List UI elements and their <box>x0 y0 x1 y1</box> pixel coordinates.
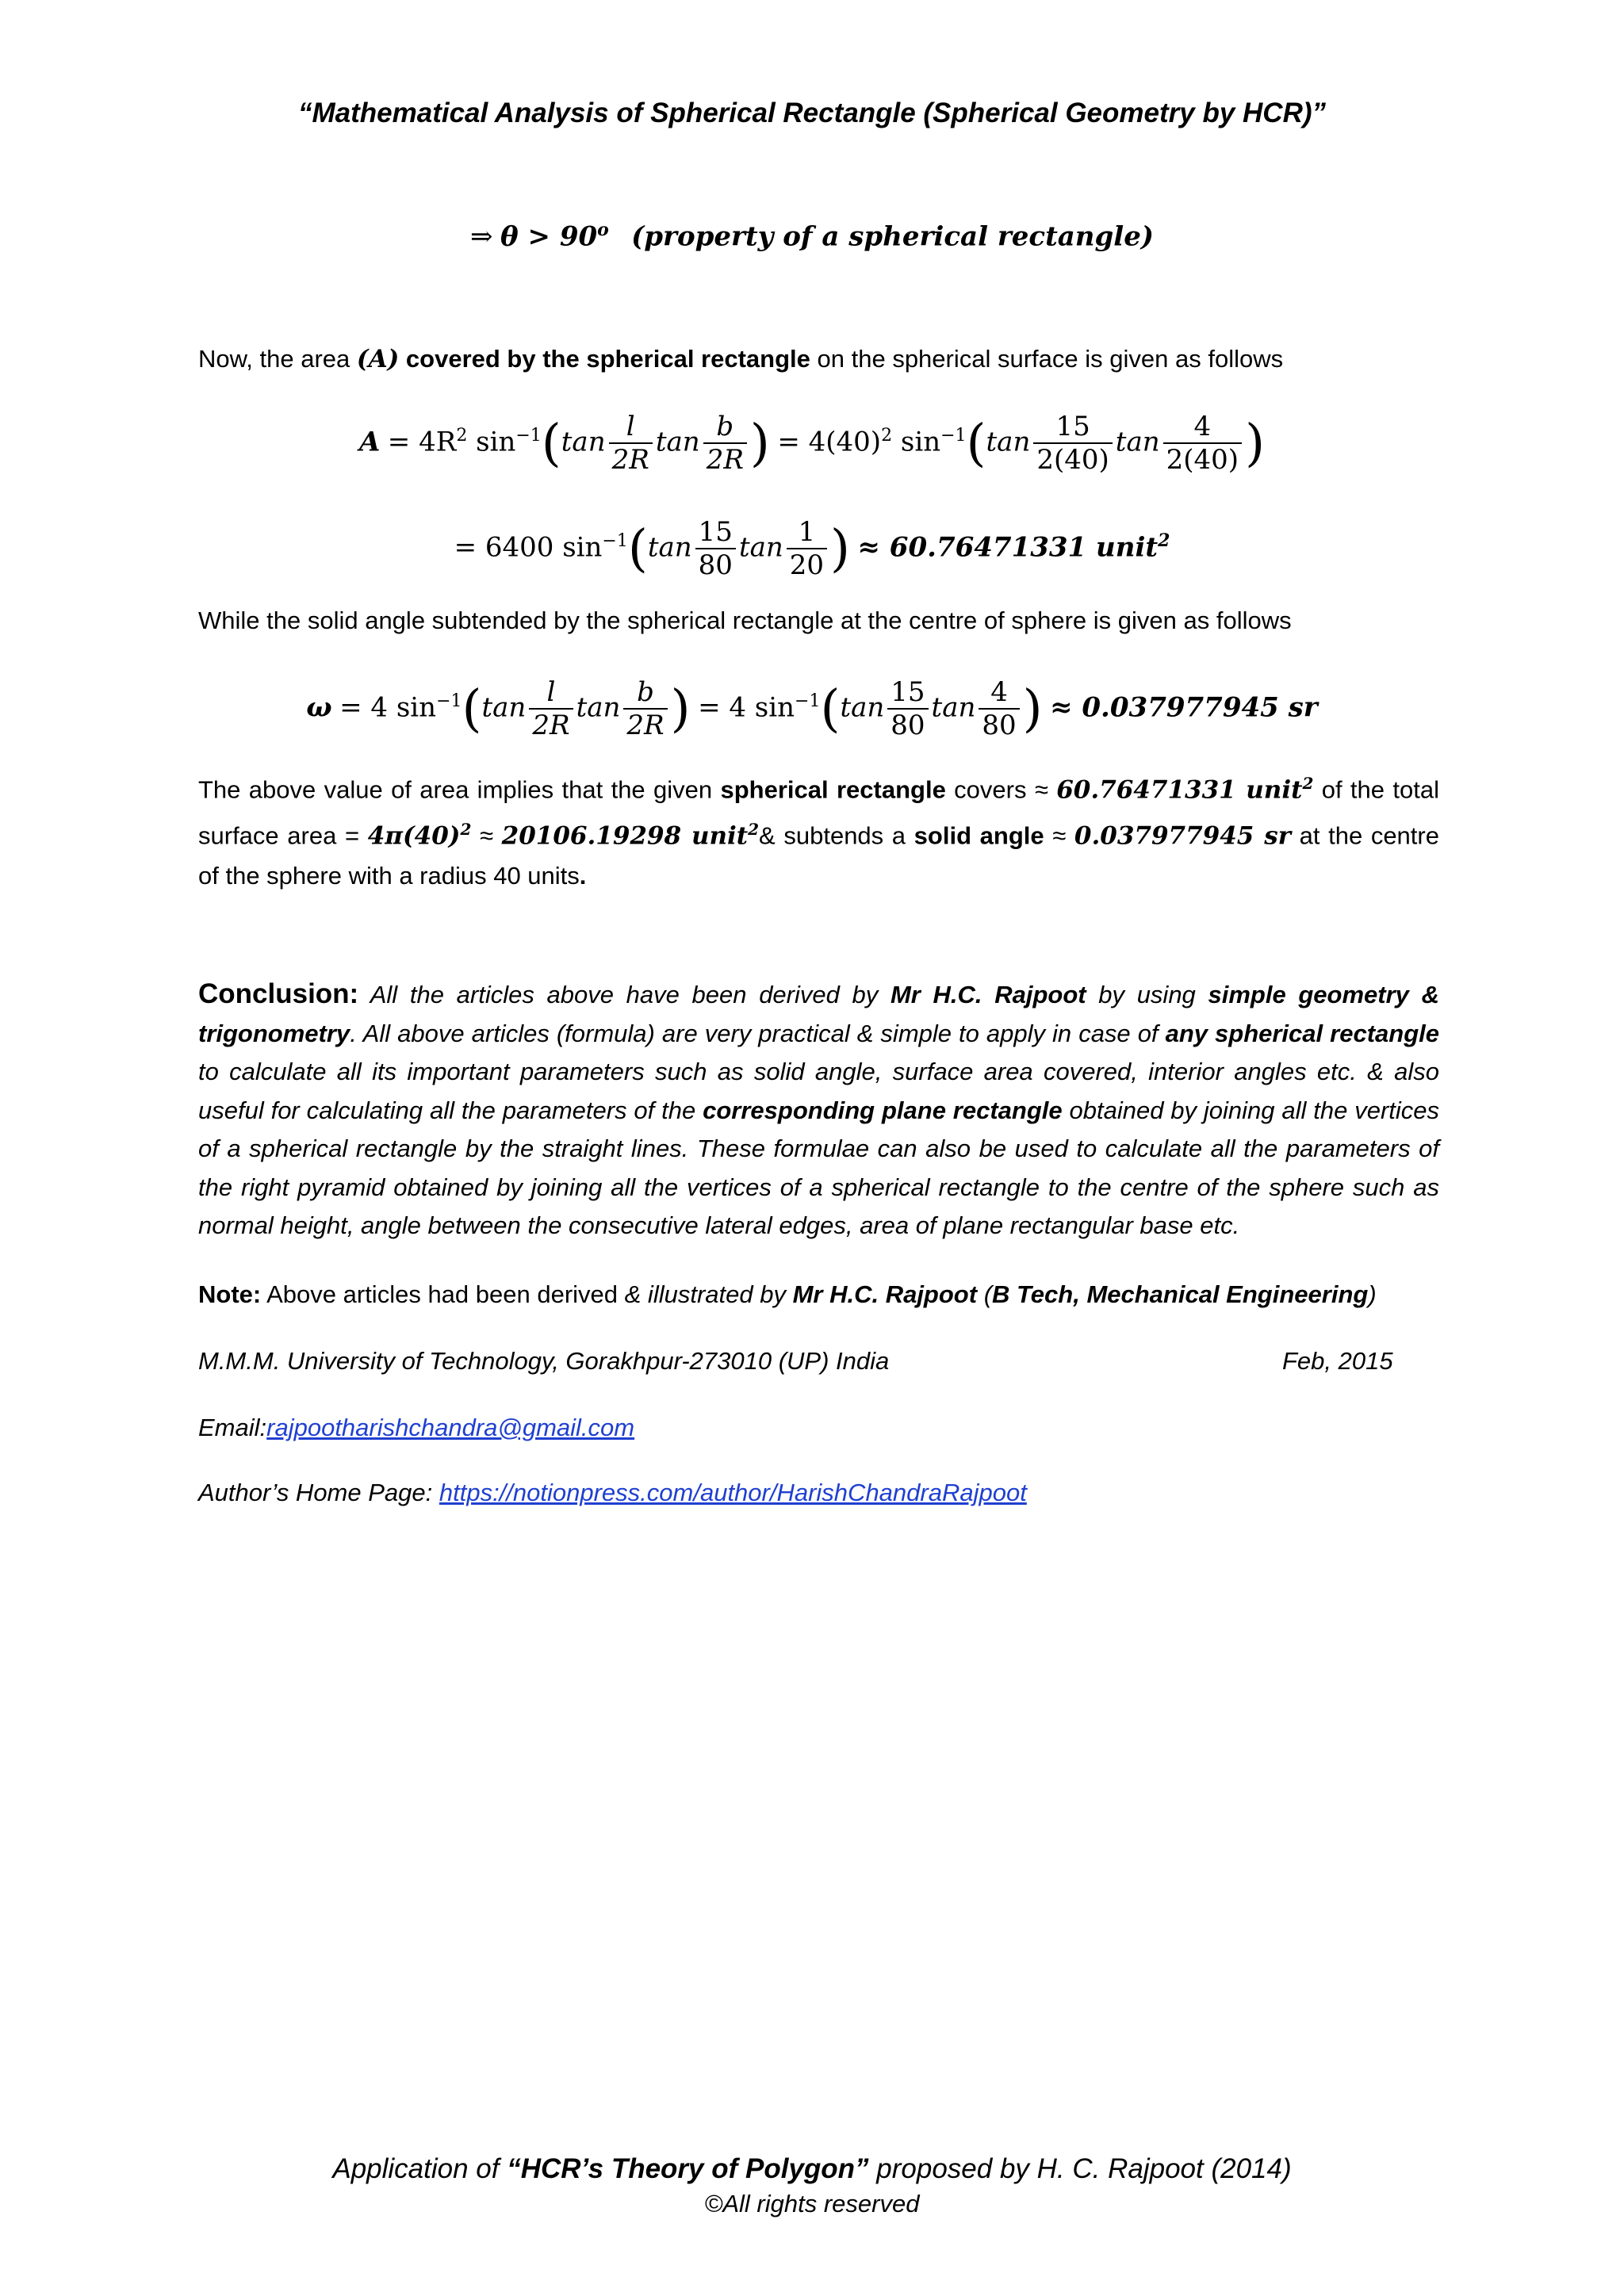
frac-den: 80 <box>891 710 925 742</box>
copyright-notice: ©All rights reserved <box>704 2190 920 2218</box>
fraction <box>609 411 653 476</box>
area-value: 60.76471331 unit <box>1056 775 1303 805</box>
frac-den: 80 <box>982 710 1017 742</box>
sup: 2 <box>460 820 472 840</box>
area-symbol: (A) <box>356 345 400 373</box>
page-footer <box>0 2150 1624 2188</box>
sup: −1 <box>602 531 628 551</box>
text-part: obtained by joining all the vertices of a spherical rectangle by the straight lines. These formulae can also be used to calculate all the parameters of the right pyramid obtained by joining all the vertices of a spherical rectangle to the centre of the sphere such as normal height, angle between the consecutive lateral edges, area of plane rectangular base etc. <box>198 1096 1440 1239</box>
frac-den: 2R <box>626 710 665 742</box>
area-intro-part: on the spherical surface is given as follows <box>810 345 1284 373</box>
sup: 2 <box>456 426 468 446</box>
publication-date: Feb, 2015 <box>1282 1347 1393 1375</box>
homepage-line <box>198 1473 1027 1513</box>
area-intro-text <box>198 339 1439 379</box>
result-paragraph <box>198 763 1439 896</box>
frac-num: 4 <box>1163 411 1242 444</box>
frac-num: 15 <box>695 516 736 549</box>
tan-fn: tan <box>481 691 527 724</box>
eq-term: = 4 sin <box>339 691 437 724</box>
fraction <box>703 411 747 476</box>
eq-term: = 4(40) <box>777 426 882 458</box>
text-part: Above articles had been derived <box>261 1280 625 1308</box>
fraction <box>887 676 928 741</box>
sup: −1 <box>515 426 542 446</box>
eq-term: sin <box>467 426 516 458</box>
omega-lhs: ω <box>306 691 332 724</box>
frac-den: 80 <box>698 549 733 582</box>
frac-den: 2(40) <box>1036 444 1109 476</box>
text-part: proposed by H. C. Rajpoot (2014) <box>868 2153 1292 2184</box>
tan-fn: tan <box>655 426 700 458</box>
theory-name: “HCR’s Theory of Polygon” <box>507 2153 869 2184</box>
conclusion-paragraph <box>198 975 1439 1246</box>
theta-property-note: (property of a spherical rectangle) <box>631 220 1154 253</box>
frac-num: b <box>703 411 747 444</box>
frac-num: l <box>609 411 653 444</box>
text-part: The above value of area implies that the given <box>198 775 721 804</box>
note-label: Note: <box>198 1280 262 1308</box>
degree-sup: o <box>597 220 609 240</box>
text-part: All the articles above have been derived by <box>358 981 891 1008</box>
solid-angle-value: 0.037977945 sr <box>1074 821 1291 851</box>
tan-fn: tan <box>576 691 621 724</box>
solid-angle-intro: While the solid angle subtended by the spherical rectangle at the centre of sphere is given as follows <box>198 607 1292 634</box>
text-part: of the total surface area = <box>198 775 1439 850</box>
fraction <box>529 676 573 741</box>
eq-term: sin <box>892 426 941 458</box>
bold-term: spherical rectangle <box>720 775 946 804</box>
area-equation-1: $A = 4R^2$ $\sin^{-1}(\tan$ $\frac{l}{2R}$ tan $\frac{b}{2R}$ ) = $4(40)^2$ $\sin^{-1}(\tan$ $\frac{15}{2(40)}$ tan $\frac{4}{2(40)}$ ) <box>358 411 1266 476</box>
frac-num: 4 <box>979 676 1019 710</box>
text-part: ≈ <box>1044 821 1074 850</box>
bold-term: solid angle <box>914 821 1044 850</box>
conclusion-label: Conclusion: <box>198 978 359 1009</box>
bold-term: any spherical rectangle <box>1165 1019 1439 1047</box>
sup: −1 <box>436 691 462 711</box>
degree: B Tech, Mechanical Engineering <box>992 1280 1369 1308</box>
sup: 2 <box>881 426 893 446</box>
email-label: Email: <box>198 1414 267 1441</box>
note-line <box>198 1275 1439 1314</box>
frac-den: 2(40) <box>1166 444 1239 476</box>
tan-fn: tan <box>986 426 1031 458</box>
surface-value: 20106.19298 unit <box>501 821 749 851</box>
homepage-label: Author’s Home Page: <box>198 1479 439 1506</box>
text-part: at the centre of the sphere with a radius 40 units <box>198 821 1439 890</box>
fraction <box>695 516 736 581</box>
bold-term: corresponding plane rectangle <box>703 1096 1063 1124</box>
eq-term: = 4R <box>387 426 457 458</box>
sup: −1 <box>795 691 821 711</box>
eq-term: = 6400 sin <box>454 531 603 564</box>
text-part: by using <box>1086 981 1208 1008</box>
text-part: Application of <box>332 2153 508 2184</box>
area-intro-part: Now, the area <box>198 345 357 373</box>
theta-inequality <box>0 198 1624 268</box>
implies-symbol: ⇒ <box>470 220 493 253</box>
surface-formula: 4π(40) <box>367 821 461 851</box>
text-part: covers ≈ <box>945 775 1057 804</box>
frac-den: 2R <box>611 444 649 476</box>
sup: −1 <box>940 426 967 446</box>
fraction <box>1033 411 1112 476</box>
text-part: . <box>579 861 587 890</box>
area-lhs: A <box>358 426 381 458</box>
frac-num: l <box>529 676 573 710</box>
author-name: Mr H.C. Rajpoot <box>890 981 1086 1008</box>
eq-term: = 4 sin <box>698 691 795 724</box>
email-link[interactable]: rajpootharishchandra@gmail.com <box>266 1414 635 1441</box>
tan-fn: tan <box>738 531 783 564</box>
frac-num: 15 <box>887 676 928 710</box>
frac-den: 2R <box>532 710 570 742</box>
fraction <box>979 676 1019 741</box>
text-part: & subtends a <box>759 821 914 850</box>
text-part: to calculate all its important parameters such as solid angle, surface area covered, interior angles etc. & also useful for calculating all the parameters of the <box>198 1058 1439 1124</box>
tan-fn: tan <box>1115 426 1160 458</box>
area-equation-2: = 6400 $\sin^{-1}(\tan$ $\frac{15}{80}$ tan $\frac{1}{20}$ ) ≈ 60.76471331 unit$^2$ <box>454 516 1170 582</box>
text-part: . All above articles (formula) are very practical & simple to apply in case of <box>350 1019 1166 1047</box>
page-header-title: “Mathematical Analysis of Spherical Rectangle (Spherical Geometry by HCR)” <box>297 98 1327 128</box>
bold-term: simple geometry & trigonometry <box>198 981 1439 1047</box>
frac-num: 1 <box>787 516 827 549</box>
omega-result: ≈ 0.037977945 sr <box>1050 691 1318 724</box>
area-intro-bold: covered by the spherical rectangle <box>399 345 810 373</box>
tan-fn: tan <box>647 531 692 564</box>
text-part: ) <box>1368 1280 1377 1308</box>
tan-fn: tan <box>931 691 976 724</box>
tan-fn: tan <box>840 691 885 724</box>
sup: 2 <box>748 820 760 840</box>
text-part: & illustrated by <box>624 1280 793 1308</box>
fraction <box>787 516 827 581</box>
theta-lhs: θ > 90 <box>500 220 598 253</box>
homepage-link[interactable]: https://notionpress.com/author/HarishChandraRajpoot <box>439 1479 1027 1506</box>
text-part: ( <box>977 1280 993 1308</box>
sup: 2 <box>1302 774 1314 793</box>
fraction <box>1163 411 1242 476</box>
frac-num: b <box>623 676 667 710</box>
frac-den: 20 <box>789 549 825 582</box>
sup: 2 <box>1158 530 1170 551</box>
frac-den: 2R <box>706 444 744 476</box>
area-result: ≈ 60.76471331 unit <box>857 531 1159 564</box>
university-affiliation: M.M.M. University of Technology, Gorakhpur-273010 (UP) India <box>198 1347 890 1375</box>
author-name: Mr H.C. Rajpoot <box>792 1280 978 1308</box>
fraction <box>623 676 667 741</box>
text-part: ≈ <box>471 821 502 850</box>
solid-angle-equation: ω = 4 $\sin^{-1}(\tan$ $\frac{l}{2R}$ tan $\frac{b}{2R}$ ) = 4 $\sin^{-1}(\tan$ $\frac{15}{80}$ tan $\frac{4}{80}$ ) ≈ 0.037977945 sr <box>306 676 1318 742</box>
frac-num: 15 <box>1033 411 1112 444</box>
email-line <box>198 1408 634 1448</box>
tan-fn: tan <box>561 426 606 458</box>
